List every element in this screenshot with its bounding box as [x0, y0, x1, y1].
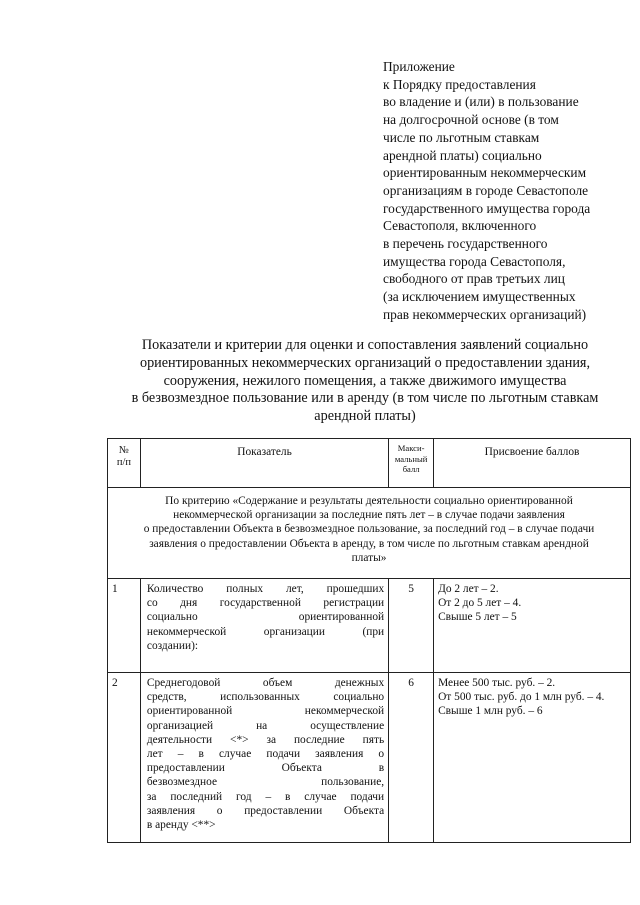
title-line: сооружения, нежилого помещения, а также движимого имущества: [163, 372, 567, 389]
header-num: [108, 439, 141, 488]
section-line: платы»: [351, 551, 387, 564]
section-row: [108, 488, 631, 579]
indicator-line: со дня государственной регистрации: [146, 597, 385, 610]
row-number: 2: [108, 673, 141, 843]
grade-line: Свыше 5 лет – 5: [438, 611, 517, 624]
title-line: ориентированных некоммерческих организаций о предоставлении здания,: [139, 354, 591, 371]
table-row: [108, 673, 631, 843]
document-title: [100, 337, 630, 426]
indicator-line: создании):: [146, 639, 199, 652]
appendix-line: в перечень государственного: [383, 236, 548, 252]
indicator-line: средств, использованных социально: [146, 691, 385, 704]
indicator-line: ориентированной некоммерческой: [146, 705, 385, 718]
section-criterion: [108, 488, 631, 579]
appendix-line: прав некоммерческих организаций): [383, 306, 587, 322]
header-max-line: балл: [402, 464, 420, 474]
row-scoring: [434, 579, 631, 673]
indicator-line: предоставлении Объекта в: [146, 762, 385, 775]
section-line: некоммерческой организации за последние пять лет – в случае подачи заявления: [173, 509, 565, 522]
indicator-line: безвозмездное пользование,: [146, 776, 385, 789]
header-num-line: п/п: [116, 457, 132, 468]
row-indicator: [140, 673, 388, 843]
section-line: По критерию «Содержание и результаты деятельности социально ориентированной: [165, 495, 573, 507]
section-line: о предоставлении Объекта в безвозмездное пользование, за последний год – в случае подачи: [143, 523, 595, 536]
indicator-line: социально ориентированной: [146, 611, 385, 624]
appendix-line: арендной платы) социально: [383, 147, 542, 163]
appendix-line: свободного от прав третьих лиц: [383, 271, 565, 287]
indicator-line: Среднегодовой объем денежных: [146, 677, 385, 689]
section-line: заявления о предоставлении Объекта в аренду, в том числе по льготным ставкам арендной: [149, 537, 589, 550]
appendix-line: Севастополя, включенного: [383, 218, 537, 234]
indicator-line: лет – в случае подачи заявления о: [146, 748, 385, 761]
table-row: [108, 579, 631, 673]
grade-line: Менее 500 тыс. руб. – 2.: [438, 677, 556, 689]
title-line: Показатели и критерии для оценки и сопоставления заявлений социально: [141, 337, 589, 353]
appendix-line: числе по льготным ставкам: [383, 129, 540, 145]
header-scoring: Присвоение баллов: [434, 439, 631, 488]
appendix-line: государственного имущества города: [383, 200, 591, 216]
appendix-line: (за исключением имущественных: [383, 289, 576, 305]
header-max-score: [389, 439, 434, 488]
appendix-line: организациям в городе Севастополе: [383, 182, 589, 198]
title-line: в безвозмездное пользование или в аренду (в том числе по льготным ставкам: [131, 390, 599, 407]
header-num-line: №: [118, 445, 129, 456]
row-indicator: [140, 579, 388, 673]
indicator-line: заявления о предоставлении Объекта: [146, 804, 385, 817]
appendix-line: во владение и (или) в пользование: [383, 94, 579, 110]
row-scoring: [434, 673, 631, 843]
indicator-line: деятельности <*> за последние пять: [146, 733, 385, 746]
row-number: 1: [108, 579, 141, 673]
appendix-line: имущества города Севастополя,: [383, 253, 566, 269]
indicator-line: Количество полных лет, прошедших: [146, 583, 385, 595]
grade-line: До 2 лет – 2.: [438, 583, 499, 595]
grade-line: От 2 до 5 лет – 4.: [438, 597, 522, 610]
title-line: арендной платы): [314, 408, 416, 425]
indicator-line: некоммерческой организации (при: [146, 625, 385, 638]
appendix-note: [383, 58, 635, 324]
indicator-line: за последний год – в случае подачи: [146, 790, 385, 803]
row-max-score: 6: [389, 673, 434, 843]
appendix-line: к Порядку предоставления: [383, 76, 536, 92]
indicator-line: в аренду <**>: [146, 819, 216, 832]
header-max-line: мальный: [394, 453, 428, 464]
indicator-line: организацией на осуществление: [146, 719, 385, 732]
grade-line: От 500 тыс. руб. до 1 млн руб. – 4.: [438, 691, 605, 704]
appendix-line: ориентированным некоммерческим: [383, 165, 587, 181]
criteria-table: [107, 438, 631, 843]
grade-line: Свыше 1 млн руб. – 6: [438, 705, 543, 718]
appendix-line: Приложение: [383, 59, 455, 74]
header-indicator: Показатель: [140, 439, 388, 488]
table-header-row: [108, 439, 631, 488]
header-max-line: Макси-: [397, 443, 425, 453]
row-max-score: 5: [389, 579, 434, 673]
appendix-line: на долгосрочной основе (в том: [383, 112, 559, 128]
